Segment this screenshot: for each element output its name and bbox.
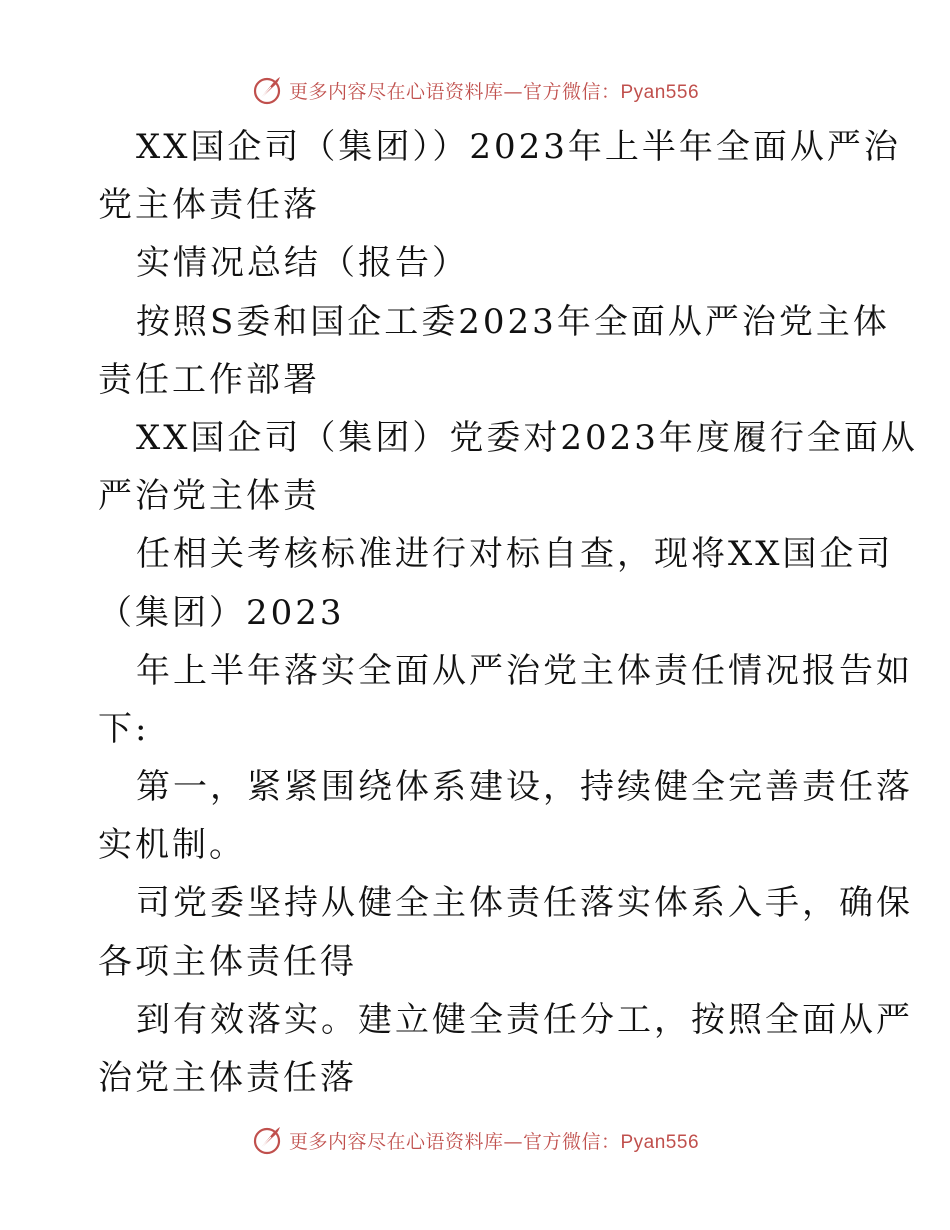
text-line: 到有效落实。建立健全责任分工，按照全面从严 bbox=[136, 999, 913, 1040]
text-line: （集团）2023 bbox=[98, 592, 345, 633]
text-line: 年上半年落实全面从严治党主体责任情况报告如 bbox=[136, 650, 913, 691]
text-line: XX国企司（集团））2023年上半年全面从严治 bbox=[136, 127, 901, 167]
text-line: 下: bbox=[98, 708, 150, 749]
text-line: 各项主体责任得 bbox=[98, 941, 357, 982]
text-line: 实机制。 bbox=[98, 825, 246, 866]
text-line: 实情况总结（报告） bbox=[136, 243, 469, 284]
banner-text: 更多内容尽在心语资料库—官方微信：Pyan556 bbox=[288, 80, 700, 103]
text-line: 司党委坚持从健全主体责任落实体系入手，确保 bbox=[136, 883, 913, 924]
text-line: 党主体责任落 bbox=[98, 185, 320, 226]
feather-pen-logo-icon bbox=[251, 1124, 283, 1156]
feather-pen-logo-icon bbox=[251, 74, 283, 106]
document-body bbox=[98, 118, 918, 1107]
text-line: 治党主体责任落 bbox=[98, 1058, 357, 1098]
text-line: 第一，紧紧围绕体系建设，持续健全完善责任落 bbox=[136, 767, 913, 808]
footer-banner bbox=[0, 1120, 950, 1160]
text-line: 任相关考核标准进行对标自查，现将XX国企司 bbox=[136, 534, 894, 575]
header-banner bbox=[0, 70, 950, 110]
text-line: XX国企司（集团）党委对2023年度履行全面从 bbox=[136, 417, 918, 458]
banner-text: 更多内容尽在心语资料库—官方微信：Pyan556 bbox=[288, 1130, 700, 1153]
wechat-id: Pyan556 bbox=[620, 1131, 700, 1153]
text-line: 责任工作部署 bbox=[98, 359, 320, 400]
text-line: 按照S委和国企工委2023年全面从严治党主体 bbox=[136, 301, 890, 342]
wechat-id: Pyan556 bbox=[620, 81, 700, 103]
text-line: 严治党主体责 bbox=[98, 476, 320, 517]
